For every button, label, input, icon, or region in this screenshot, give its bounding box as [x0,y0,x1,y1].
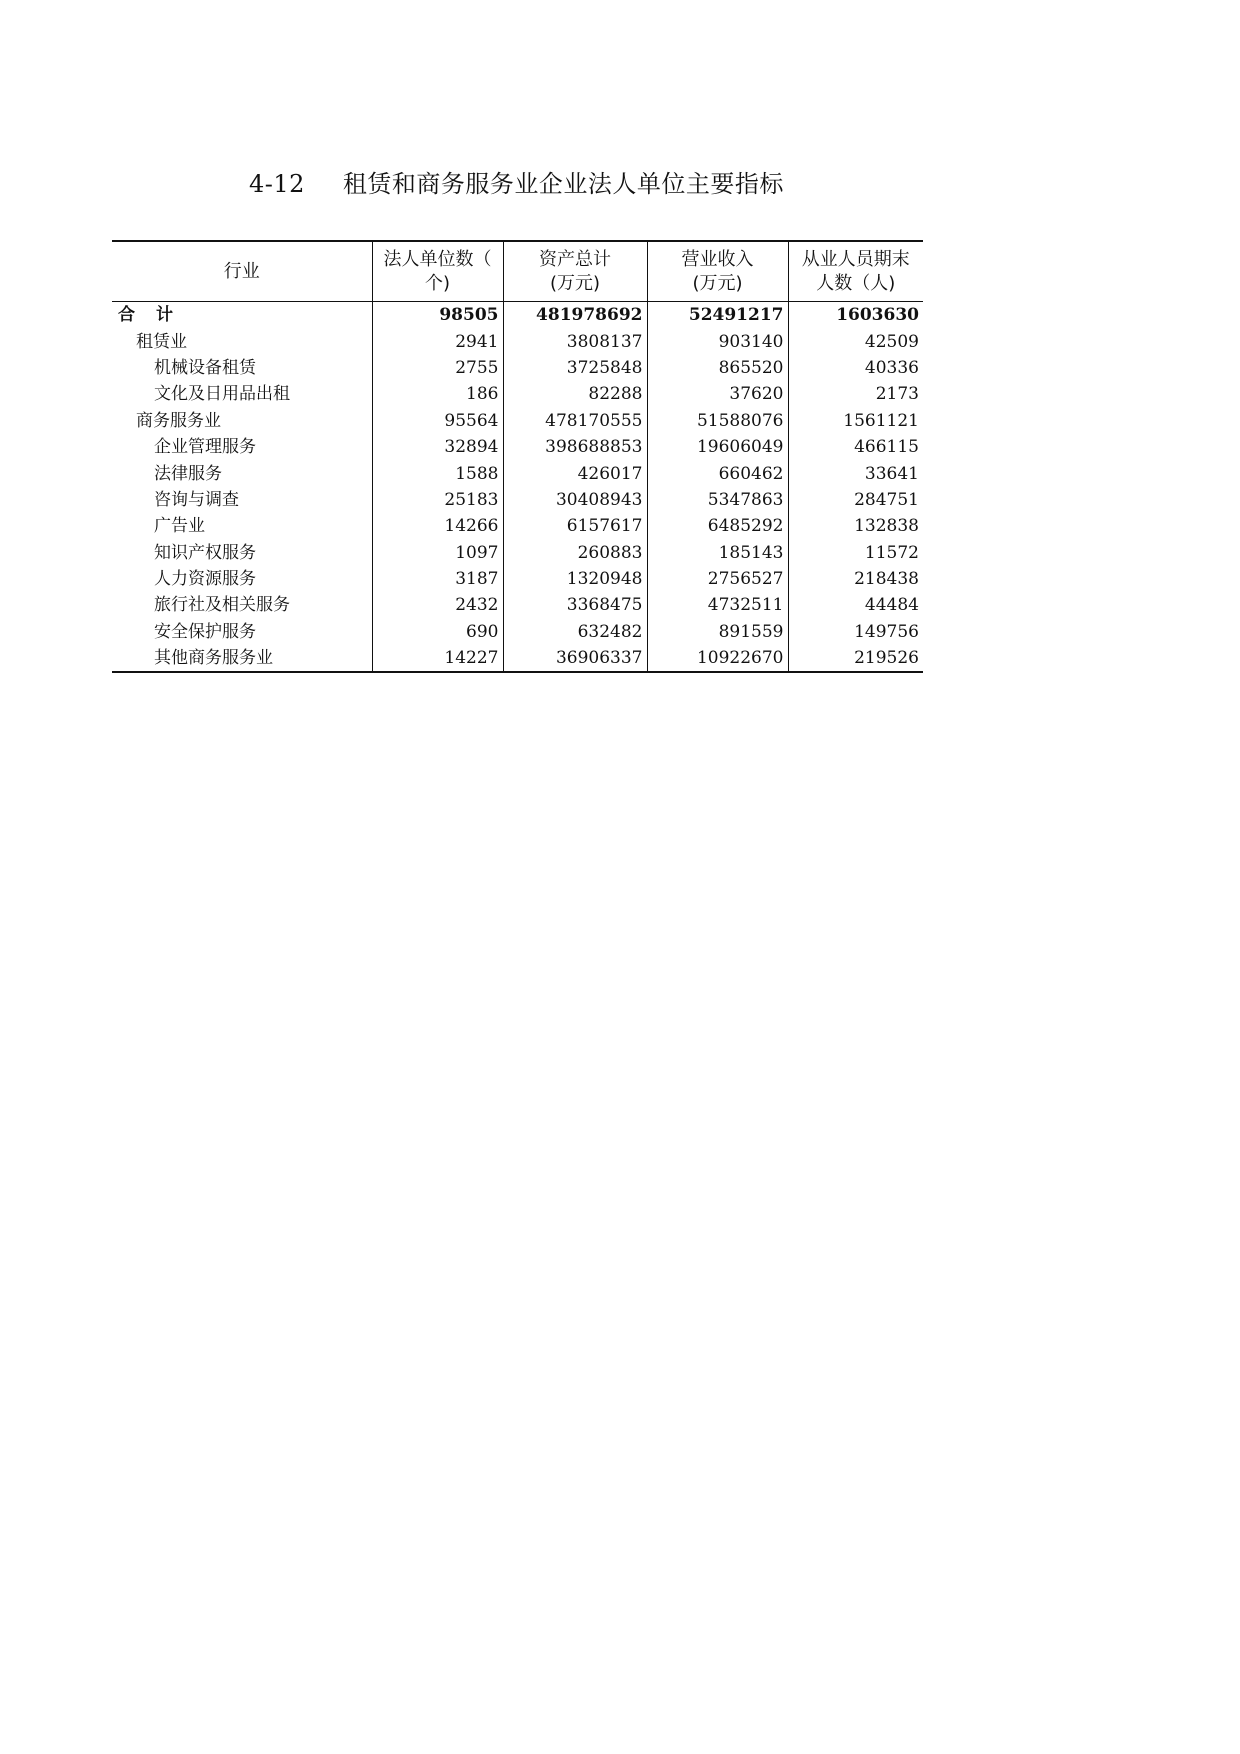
employees-value: 1561121 [788,408,923,434]
revenue-value: 6485292 [647,513,788,539]
table-row [112,513,923,539]
employees-value: 40336 [788,355,923,381]
revenue-value: 2756527 [647,566,788,592]
industry-name: 咨询与调查 [154,489,239,510]
industry-name: 合 计 [118,305,175,326]
assets-value: 632482 [503,619,647,645]
assets-value: 426017 [503,460,647,486]
table-row [112,460,923,486]
units-value: 98505 [372,302,503,329]
units-value: 1097 [372,540,503,566]
table-row [112,434,923,460]
employees-value: 466115 [788,434,923,460]
industry-name: 文化及日用品出租 [154,384,290,405]
employees-value: 132838 [788,513,923,539]
header-units: 法人单位数（ 个) [372,241,503,302]
industry-name: 安全保护服务 [154,621,256,642]
header-employees: 从业人员期末 人数（人) [788,241,923,302]
assets-value: 398688853 [503,434,647,460]
assets-value: 1320948 [503,566,647,592]
industry-name: 企业管理服务 [154,437,256,458]
units-value: 3187 [372,566,503,592]
employees-value: 1603630 [788,302,923,329]
units-value: 95564 [372,408,503,434]
units-value: 2941 [372,328,503,354]
table-title [249,164,784,199]
revenue-value: 19606049 [647,434,788,460]
industry-name: 知识产权服务 [154,542,256,563]
units-value: 690 [372,619,503,645]
employees-value: 44484 [788,592,923,618]
table-number: 4-12 [249,170,305,198]
employees-value: 219526 [788,645,923,672]
units-value: 1588 [372,460,503,486]
table-row [112,619,923,645]
assets-value: 3368475 [503,592,647,618]
assets-value: 82288 [503,381,647,407]
employees-value: 218438 [788,566,923,592]
table-body [112,302,923,673]
assets-value: 478170555 [503,408,647,434]
employees-value: 149756 [788,619,923,645]
revenue-value: 4732511 [647,592,788,618]
table-title-text: 租赁和商务服务业企业法人单位主要指标 [342,170,784,198]
industry-name: 旅行社及相关服务 [154,595,290,616]
table-row [112,328,923,354]
units-value: 32894 [372,434,503,460]
revenue-value: 891559 [647,619,788,645]
units-value: 25183 [372,487,503,513]
units-value: 14227 [372,645,503,672]
units-value: 186 [372,381,503,407]
table-row [112,540,923,566]
revenue-value: 37620 [647,381,788,407]
revenue-value: 52491217 [647,302,788,329]
indicators-table [112,240,923,673]
revenue-value: 903140 [647,328,788,354]
employees-value: 42509 [788,328,923,354]
table-row [112,302,923,329]
revenue-value: 865520 [647,355,788,381]
industry-name: 租赁业 [136,331,187,352]
units-value: 2432 [372,592,503,618]
header-assets: 资产总计 (万元) [503,241,647,302]
units-value: 14266 [372,513,503,539]
assets-value: 260883 [503,540,647,566]
table-row [112,645,923,672]
table-header [112,241,923,302]
industry-name: 人力资源服务 [154,569,256,590]
revenue-value: 185143 [647,540,788,566]
revenue-value: 51588076 [647,408,788,434]
table-row [112,355,923,381]
table-row [112,566,923,592]
industry-name: 机械设备租赁 [154,357,256,378]
industry-name: 法律服务 [154,463,222,484]
assets-value: 3725848 [503,355,647,381]
employees-value: 2173 [788,381,923,407]
assets-value: 30408943 [503,487,647,513]
industry-name: 广告业 [154,516,205,537]
table-row [112,592,923,618]
assets-value: 3808137 [503,328,647,354]
industry-name: 其他商务服务业 [154,648,273,669]
table-row [112,381,923,407]
employees-value: 284751 [788,487,923,513]
employees-value: 33641 [788,460,923,486]
assets-value: 6157617 [503,513,647,539]
table-row [112,408,923,434]
units-value: 2755 [372,355,503,381]
employees-value: 11572 [788,540,923,566]
revenue-value: 5347863 [647,487,788,513]
revenue-value: 10922670 [647,645,788,672]
header-industry: 行业 [223,260,260,282]
revenue-value: 660462 [647,460,788,486]
header-revenue: 营业收入 (万元) [647,241,788,302]
table-row [112,487,923,513]
assets-value: 481978692 [503,302,647,329]
industry-name: 商务服务业 [136,410,221,431]
assets-value: 36906337 [503,645,647,672]
